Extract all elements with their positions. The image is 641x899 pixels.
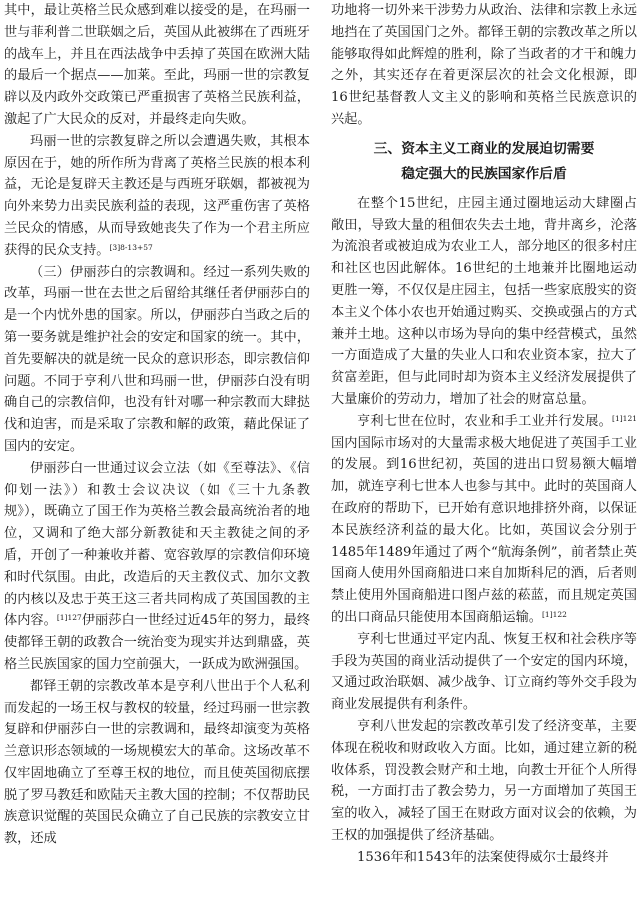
paragraph [331,411,637,629]
section-heading-line: 稳定强大的民族国家作后盾 [401,165,567,182]
section-heading-line: 三、资本主义工商业的发展迫切需要 [373,140,595,157]
left-column [4,0,310,899]
paragraph: 其中，最让英格兰民众感到难以接受的是，在玛丽一世与菲利普二世联姻之后，英国从此被绑在了西班牙的战车上，并且在西法战争中丢掉了英国在欧洲大陆的最后一个据点——加莱。至此，玛丽一世的宗教复辟以及内政外交政策已严重损害了英格兰民族利益，激起了广大民众的反对，并最终走向失败。 [4,3,310,127]
subsection-heading: （三）伊丽莎白的宗教调和。 [30,264,204,280]
right-column [331,0,637,899]
paragraph: 在整个15世纪，庄园主通过圈地运动大肆圈占敞田，导致大量的租佃农失去土地，背井离乡，沦落为流浪者或被迫成为农业工人，部分地区的很多村庄和社区也因此解体。16世纪的土地兼并比圈地运动更胜一筹，不仅仅是庄园主，包括一些家底殷实的资本主义个体小农也开始通过购买、交换或强占的方式兼并土地。这种以市场为导向的集中经营模式，虽然一方面造成了大量的失业人口和农业资本家，拉大了贫富差距，但与此同时却为资本主义经济发展提供了大量廉价的劳动力，增加了社会的财富总量。 [331,195,637,407]
paragraph-text: 伊丽莎白一世通过议会立法（如《至尊法》、《信仰划一法》）和教士会议决议（如《三十九条教规》），既确立了国王作为英格兰教会最高统治者的地位，又调和了绝大部分新教徒和天主教徒之间的矛盾，开创了一种兼收并蓄、宽容敦厚的宗教信仰环境和时代氛围。由此，改造后的天主教仪式、加尔文教的内核以及忠于英王这三者共同构成了英国国教的主体内容。 [4,460,310,629]
paragraph-text: 伊丽莎白一世经过近45年的努力，最终使都铎王朝的政教合一统治变为现实并达到鼎盛，英格兰民族国家的国力空前强大，一跃成为欧洲强国。 [4,613,310,672]
paragraph: 亨利七世通过平定内乱、恢复王权和社会秩序等手段为英国的商业活动提供了一个安定的国内环境，又通过政治联姻、减少战争、订立商约等外交手段为商业发展提供有利条件。 [331,631,637,713]
paragraph-text: 经过一系列失败的改革，玛丽一世在去世之后留给其继任者伊丽莎白的是一个内忧外患的国家。所以，伊丽莎白当政之后的第一要务就是维护社会的安定和国家的统一。其中，首先要解决的就是统一民众的意识形态，即宗教信仰问题。不同于亨利八世和玛丽一世，伊丽莎白没有明确自己的宗教信仰，也没有针对哪一种宗教而大肆挞伐和迫害，而是采取了宗教和解的政策，藉此保证了国内的安定。 [4,264,310,454]
paragraph [4,458,310,676]
paragraph-text: 亨利七世在位时，农业和手工业并行发展。 [357,413,613,429]
paragraph: 1536年和1543年的法案使得威尔士最终并 [357,849,609,865]
citation: [3]8-13+57 [109,242,153,252]
paragraph: 都铎王朝的宗教改革本是亨利八世出于个人私利而发起的一场王权与教权的较量，经过玛丽一世宗教复辟和伊丽莎白一世的宗教调和，最终却演变为英格兰意识形态领域的一场规模宏大的革命。这场改革不仅牢固地确立了至尊王权的地位，而且使英国彻底摆脱了罗马教廷和欧陆天主教大国的控制；不仅帮助民族意识觉醒的英国民众确立了自己民族的宗教安立甘教，还成 [4,678,310,847]
paragraph-text: 国内国际市场对的大量需求极大地促进了英国手工业的发展。到16世纪初，英国的进出口贸易额大幅增加，就连亨利七世本人也参与其中。此时的英国商人在政府的帮助下，已开始有意识地排挤外商，以保证本民族经济利益的最大化。比如，英国议会分别于1485年1489年通过了两个“航海条例”，前者禁止英国商人使用外国商船进口来自加斯科尼的酒，后者则禁止使用外国商船进口图卢兹的菘蓝，而且规定英国的出口商品只能使用本国商船运输。 [331,435,637,625]
section-heading [331,137,637,187]
citation: [1]121 [612,413,637,423]
paragraph: 亨利八世发起的宗教改革引发了经济变革，主要体现在税收和财政收入方面。比如，通过建立新的税收体系，罚没教会财产和土地，向教士开征个人所得税，一方面打击了教会势力，另一方面增加了英国王室的收入，减轻了国王在财政方面对议会的依赖，为王权的加强提供了经济基础。 [331,718,637,843]
paragraph [4,262,310,458]
paragraph-text: 玛丽一世的宗教复辟之所以会遭遇失败，其根本原因在于，她的所作所为背离了英格兰民族的根本利益，无论是复辟天主教还是与西班牙联姻，都被视为向外来势力出卖民族利益的表现，这严重伤害了英格兰民众的情感，从而导致她丧失了作为一个君主所应获得的民众支持。 [4,133,310,258]
paragraph [4,131,310,262]
paragraph: 功地将一切外来干涉势力从政治、法律和宗教上永远地挡在了英国国门之外。都铎王朝的宗教改革之所以能够取得如此辉煌的胜利，除了当政者的才干和魄力之外，其实还存在着更深层次的社会文化根源，即16世纪基督教人文主义的影响和英格兰民族意识的兴起。 [331,3,637,127]
citation: [1]127 [56,613,82,623]
citation: [1]122 [542,609,567,619]
